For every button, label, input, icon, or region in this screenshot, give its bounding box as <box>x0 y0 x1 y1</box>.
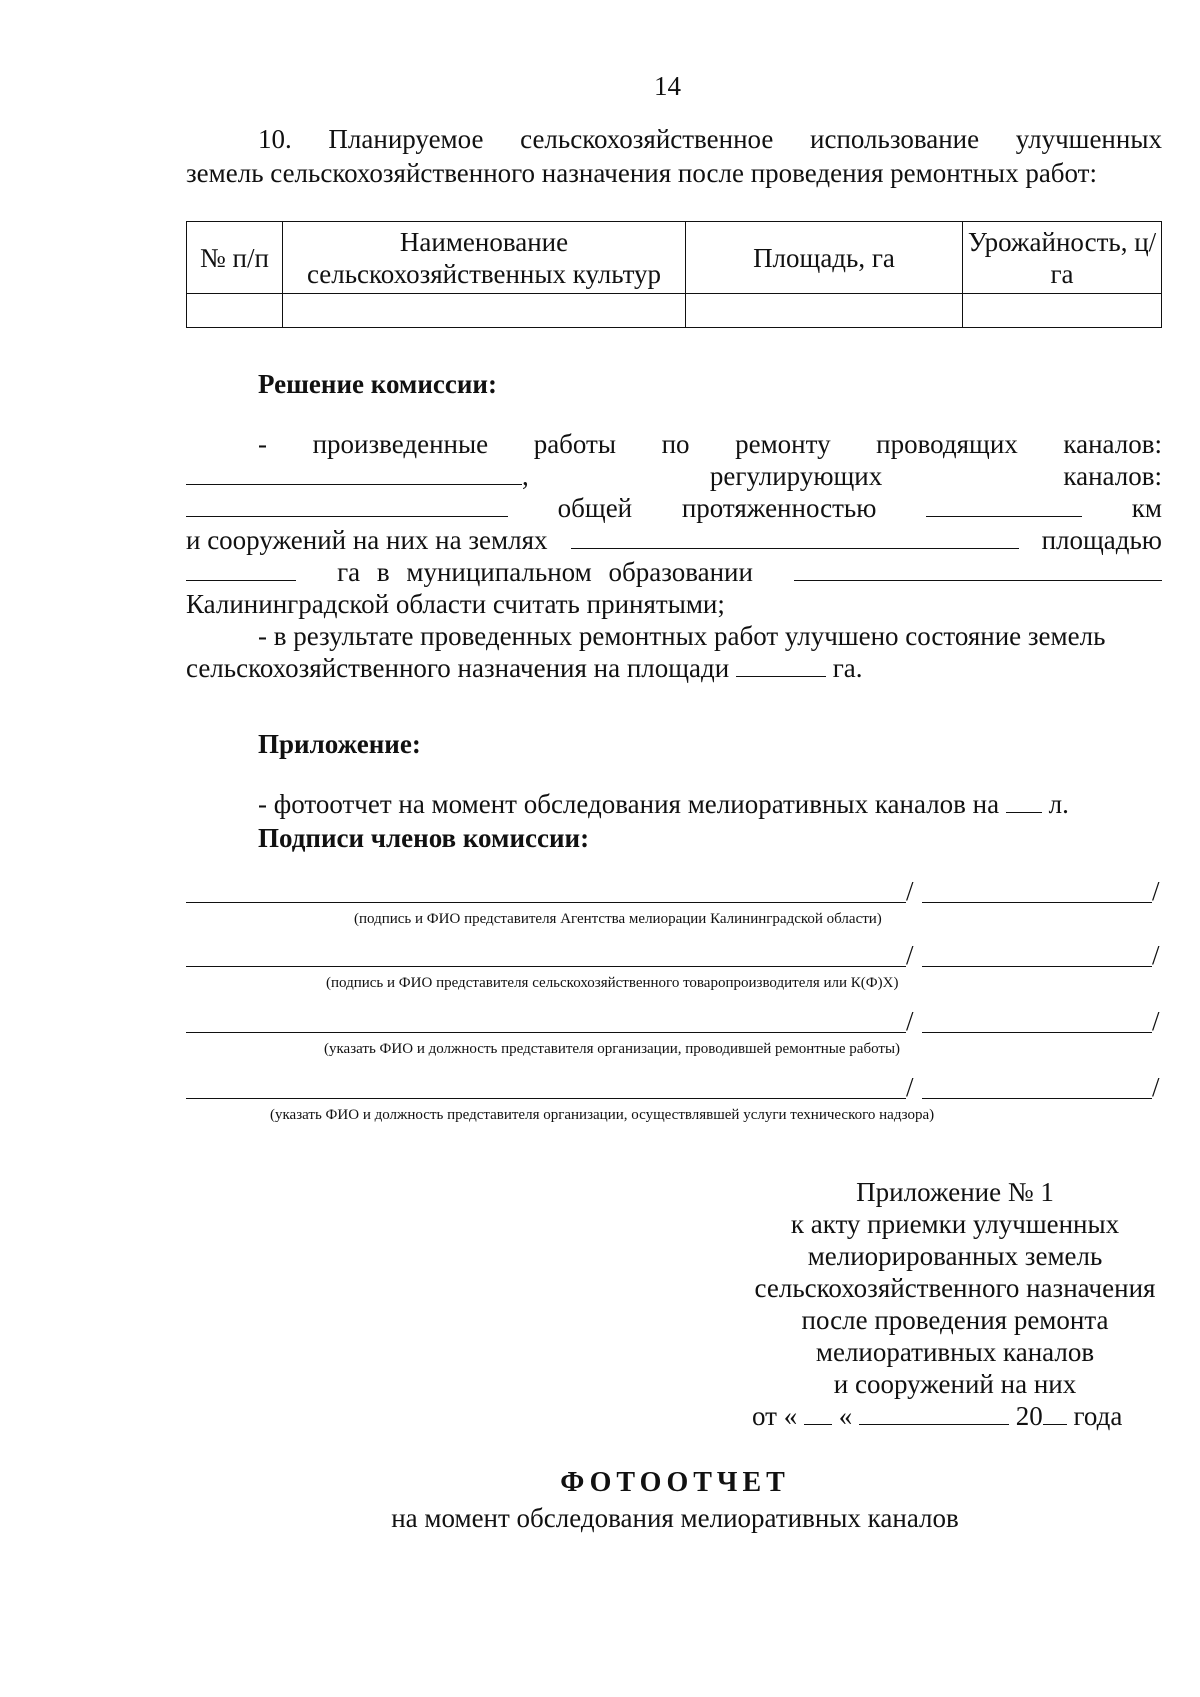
appendix-line: и сооружений на них <box>833 1369 1077 1399</box>
appendix-line: сельскохозяйственного назначения <box>754 1273 1156 1303</box>
table-cell <box>283 294 686 328</box>
section10-line1 <box>258 123 1162 155</box>
word: км <box>1131 493 1162 523</box>
fill-blank[interactable] <box>1006 788 1042 813</box>
table-cell <box>963 294 1162 328</box>
fill-blank[interactable] <box>1043 1400 1067 1425</box>
word: использование <box>810 124 980 154</box>
appendix-line: Приложение № 1 <box>856 1177 1054 1207</box>
word: проводящих <box>876 429 1018 459</box>
signature-field[interactable] <box>186 966 906 967</box>
decision-line7: - в результате проведенных ремонтных работ улучшено состояние земель <box>258 621 1106 651</box>
fill-blank-group <box>186 460 529 492</box>
name-field[interactable] <box>922 902 1152 903</box>
decision-line4 <box>186 524 1162 556</box>
word: Планируемое <box>328 124 484 154</box>
comma: , <box>522 461 529 491</box>
word: общей <box>557 493 633 523</box>
appendix-line: после проведения ремонта <box>801 1305 1109 1335</box>
text: - фотоотчет на момент обследования мелиоративных каналов на <box>258 789 1000 819</box>
decision-line8 <box>186 652 863 684</box>
photo-report-subtitle: на момент обследования мелиоративных каналов <box>391 1503 959 1533</box>
text: площадью <box>1041 525 1162 555</box>
slash: / <box>1152 876 1160 906</box>
signature-line[interactable] <box>186 876 1164 906</box>
name-field[interactable] <box>922 966 1152 967</box>
text: га. <box>832 653 863 683</box>
word: каналов: <box>1063 461 1162 491</box>
word: сельскохозяйственное <box>520 124 774 154</box>
signature-line[interactable] <box>186 940 1164 970</box>
signature-field[interactable] <box>186 1032 906 1033</box>
signature-field[interactable] <box>186 1098 906 1099</box>
appendix-line: к акту приемки улучшенных <box>790 1209 1120 1239</box>
col-header-crop-name: Наименование сельскохозяйственных культур <box>283 222 686 294</box>
signature-field[interactable] <box>186 902 906 903</box>
signature-caption: (указать ФИО и должность представителя организации, осуществлявшей услуги технического надзора) <box>270 1107 935 1123</box>
name-field[interactable] <box>922 1032 1152 1033</box>
decision-line1 <box>258 428 1162 460</box>
word: ремонту <box>735 429 831 459</box>
decision-line2 <box>186 460 1162 492</box>
decision-line3 <box>186 492 1162 524</box>
fill-blank[interactable] <box>926 492 1082 517</box>
decision-line5 <box>186 556 1162 588</box>
text: л. <box>1048 789 1069 819</box>
word: по <box>661 429 690 459</box>
page-number: 14 <box>654 71 681 101</box>
word: протяженностью <box>681 493 877 523</box>
signature-caption: (подпись и ФИО представителя сельскохозяйственного товаропроизводителя или К(Ф)Х) <box>326 975 899 991</box>
slash: / <box>1152 1006 1160 1036</box>
word: работы <box>533 429 616 459</box>
decision-line6: Калининградской области считать принятыми; <box>186 589 725 619</box>
col-header-area: Площадь, га <box>686 222 963 294</box>
word: улучшенных <box>1015 124 1162 154</box>
text: от « <box>752 1401 798 1431</box>
slash: / <box>906 876 914 906</box>
attachment-line <box>258 788 1069 820</box>
slash: / <box>1152 940 1160 970</box>
slash: / <box>906 1006 914 1036</box>
signatures-heading: Подписи членов комиссии: <box>258 823 590 853</box>
fill-blank[interactable] <box>571 524 1019 549</box>
text: и сооружений на них на землях <box>186 525 548 555</box>
slash: / <box>1152 1072 1160 1102</box>
signature-line[interactable] <box>186 1072 1164 1102</box>
decision-heading: Решение комиссии: <box>258 369 497 399</box>
word: регулирующих <box>709 461 883 491</box>
col-header-number: № п/п <box>187 222 283 294</box>
signature-caption: (указать ФИО и должность представителя организации, проводившей ремонтные работы) <box>324 1041 901 1057</box>
text: 20 <box>1015 1401 1043 1431</box>
fill-blank[interactable] <box>859 1400 1009 1425</box>
fill-blank[interactable] <box>186 556 296 581</box>
word: 10. <box>258 124 292 154</box>
table-cell <box>686 294 963 328</box>
fill-blank[interactable] <box>736 652 826 677</box>
appendix-date-line <box>752 1400 1122 1432</box>
fill-blank[interactable] <box>794 556 1162 581</box>
name-field[interactable] <box>922 1098 1152 1099</box>
text: га в муниципальном образовании <box>337 557 753 587</box>
fill-blank[interactable] <box>186 460 522 485</box>
text: « <box>838 1401 853 1431</box>
slash: / <box>906 940 914 970</box>
text: года <box>1073 1401 1123 1431</box>
text: сельскохозяйственного назначения на площади <box>186 653 730 683</box>
word: - <box>258 429 267 459</box>
slash: / <box>906 1072 914 1102</box>
fill-blank[interactable] <box>186 492 508 517</box>
table-cell <box>187 294 283 328</box>
crops-table <box>186 221 1162 328</box>
word: каналов: <box>1063 429 1162 459</box>
section10-line2: земель сельскохозяйственного назначения после проведения ремонтных работ: <box>186 158 1097 188</box>
photo-report-title: ФОТООТЧЕТ <box>560 1467 790 1498</box>
appendix-line: мелиоративных каналов <box>815 1337 1095 1367</box>
signature-line[interactable] <box>186 1006 1164 1036</box>
word: произведенные <box>312 429 489 459</box>
col-header-yield: Урожайность, ц/га <box>963 222 1162 294</box>
table-row <box>187 294 1162 328</box>
appendix-line: мелиорированных земель <box>807 1241 1103 1271</box>
fill-blank[interactable] <box>804 1400 832 1425</box>
signature-caption: (подпись и ФИО представителя Агентства мелиорации Калининградской области) <box>354 911 882 927</box>
attachment-heading: Приложение: <box>258 729 421 759</box>
